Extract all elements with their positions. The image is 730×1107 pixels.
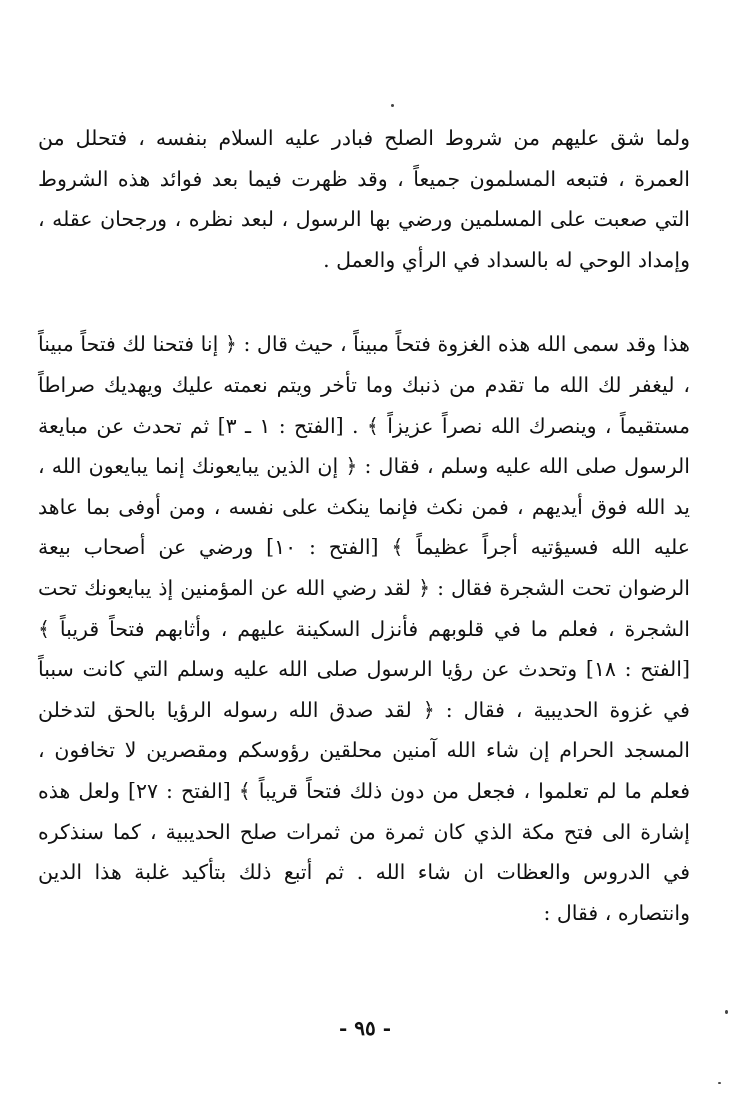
scan-speck bbox=[391, 104, 394, 107]
page-number: - ٩٥ - bbox=[338, 1016, 391, 1040]
scan-speck bbox=[725, 1010, 728, 1014]
paragraph: هذا وقد سمى الله هذه الغزوة فتحاً مبيناً ، حيث قال : ﴿ إنا فتحنا لك فتحاً مبيناً ، ليغفر لك الله ما تقدم من ذنبك وما تأخر ويتم نعمته عليك ويهديك صراطاً مستقيماً ، وينصرك الله نصراً عزيزاً ﴾ . [الفتح : ١ ـ ٣] ثم تحدث عن مبايعة الرسول صلى الله عليه وسلم ، فقال : ﴿ إن الذين يبايعونك إنما يبايعون الله ، يد الله فوق أيديهم ، فمن نكث فإنما ينكث على نفسه ، ومن أوفى بما عاهد عليه الله فسيؤتيه أجراً عظيماً ﴾ [الفتح : ١٠] ورضي عن أصحاب بيعة الرضوان تحت الشجرة فقال : ﴿ لقد رضي الله عن المؤمنين إذ يبايعونك تحت الشجرة ، فعلم ما في قلوبهم فأنزل السكينة عليهم ، وأثابهم فتحاً قريباً ﴾ [الفتح : ١٨] وتحدث عن رؤيا الرسول صلى الله عليه وسلم التي كانت سبباً في غزوة الحديبية ، فقال : ﴿ لقد صدق الله رسوله الرؤيا بالحق لتدخلن المسجد الحرام إن شاء الله آمنين محلقين رؤوسكم ومقصرين لا تخافون ، فعلم ما لم تعلموا ، فجعل من دون ذلك فتحاً قريباً ﴾ [الفتح : ٢٧] ولعل هذه إشارة الى فتح مكة الذي كان ثمرة من ثمرات صلح الحديبية ، كما سنذكره في الدروس والعظات ان شاء الله . ثم أتبع ذلك بتأكيد غلبة هذا الدين وانتصاره ، فقال : bbox=[38, 332, 690, 925]
scan-speck bbox=[718, 1082, 721, 1084]
paragraph: ولما شق عليهم من شروط الصلح فبادر عليه السلام بنفسه ، فتحلل من العمرة ، فتبعه المسلمون جميعاً ، وقد ظهرت فيما بعد فوائد هذه الشروط التي صعبت على المسلمين ورضي بها الرسول ، لبعد نظره ، ورجحان عقله ، وإمداد الوحي له بالسداد في الرأي والعمل . bbox=[38, 126, 690, 272]
page-body bbox=[38, 118, 690, 933]
